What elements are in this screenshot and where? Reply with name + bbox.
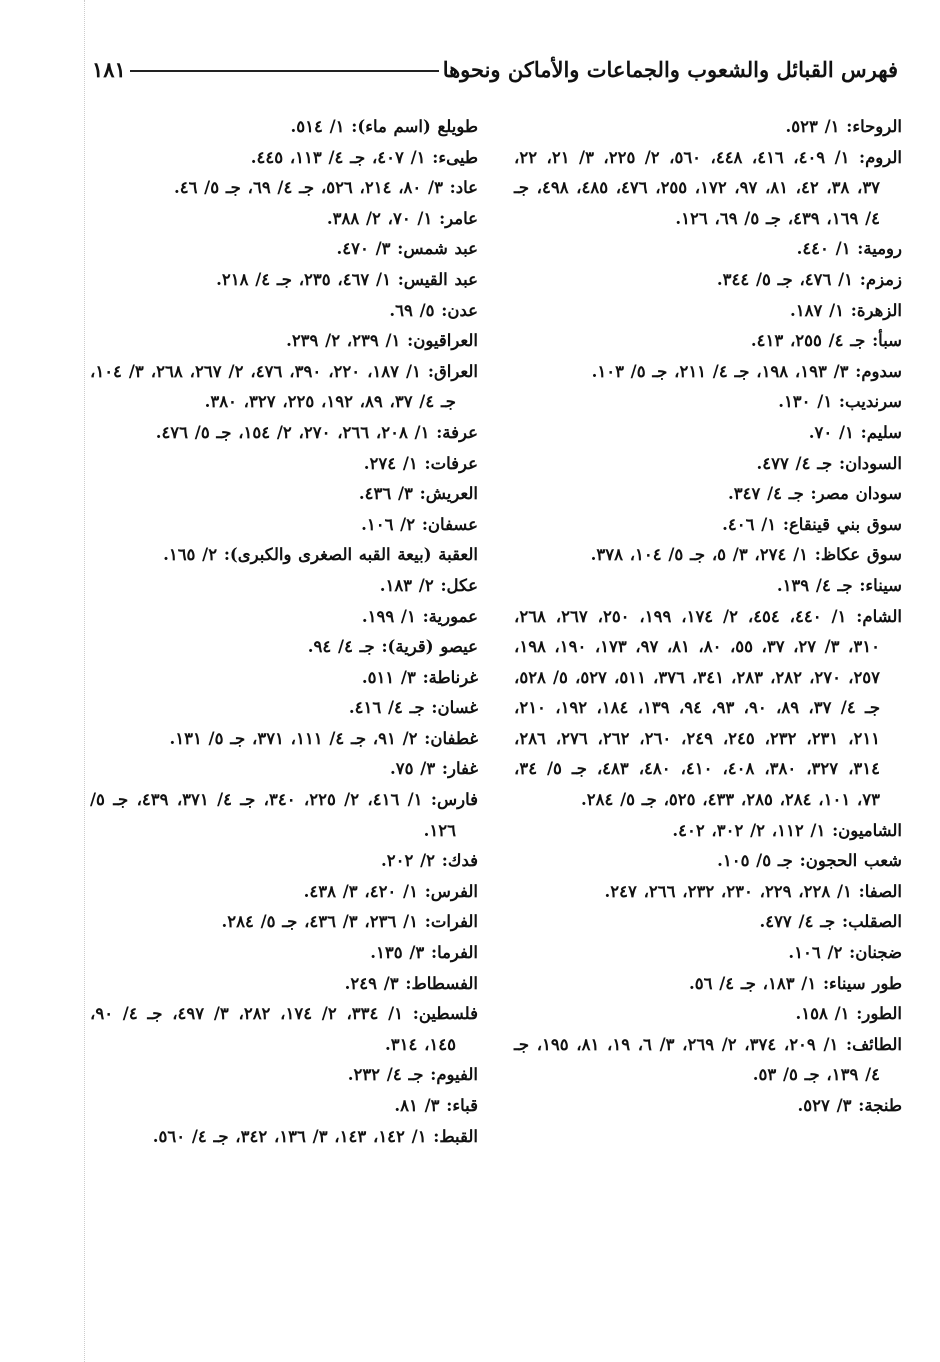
- index-entry: غفار: ٣/ ٧٥.: [390, 759, 478, 779]
- right-column: [514, 112, 902, 1122]
- index-entry: سرنديب: ١/ ١٣٠.: [778, 392, 902, 412]
- index-entry: الصفا: ١/ ٢٢٨، ٢٢٩، ٢٣٠، ٢٣٢، ٢٦٦، ٢٤٧.: [604, 881, 902, 901]
- index-entry: الفسطاط: ٣/ ٢٤٩.: [344, 973, 478, 993]
- header-rule: [130, 70, 439, 72]
- index-entry: طويلع (اسم ماء): ١/ ٥١٤.: [290, 117, 478, 136]
- index-entry: طور سيناء: ١/ ١٨٣، جـ ٤/ ٥٦.: [688, 973, 902, 993]
- index-entry: الفرما: ٣/ ١٣٥.: [370, 943, 478, 963]
- index-entry: زمزم: ١/ ٤٧٦، جـ ٥/ ٣٤٤.: [716, 269, 902, 289]
- index-entry: عيصو (قرية): جـ ٤/ ٩٤.: [307, 637, 478, 657]
- index-entry: الروم: ١/ ٤٠٩، ٤١٦، ٤٤٨، ٥٦٠، ٢/ ٢٢٥، ٣/ ٢١، ٢٢، ٣٧، ٣٨، ٤٢، ٨١، ٩٧، ١٧٢، ٢٥٥، ٤٧٦، ٤٨٥، ٤٩٨، جـ ٤/ ١٦٩، ٤٣٩، جـ ٥/ ٦٩، ١٢٦.: [514, 147, 902, 228]
- index-entry: العراق: ١/ ١٨٧، ٢٢٠، ٣٩٠، ٤٧٦، ٢/ ٢٦٧، ٢٦٨، ٣/ ١٠٤، جـ ٤/ ٣٧، ٨٩، ١٩٢، ٢٢٥، ٣٢٧، ٣٨٠.: [90, 361, 479, 412]
- index-entry: ضجنان: ٢/ ١٠٦.: [788, 943, 902, 963]
- index-entry: غسان: جـ ٤/ ٤١٦.: [348, 698, 478, 718]
- index-entry: عدن: ٥/ ٦٩.: [389, 300, 478, 320]
- index-entry: الفيوم: جـ ٤/ ٢٣٢.: [347, 1065, 478, 1085]
- index-entry: سليم: ١/ ٧٠.: [808, 422, 902, 442]
- index-entry: القبط: ١/ ١٤٢، ١٤٣، ٣/ ١٣٦، ٣٤٢، جـ ٤/ ٥٦٠.: [152, 1126, 478, 1146]
- index-entry: الطائف: ١/ ٢٠٩، ٣٧٤، ٢/ ٢٦٩، ٣/ ٦، ١٩، ٨١، ١٩٥، جـ ٤/ ١٣٩، جـ ٥/ ٥٣.: [514, 1034, 902, 1085]
- index-entry: العقبة (بيعة القبه الصغرى والكبرى): ٢/ ١٦٥.: [163, 545, 478, 565]
- index-entry: فدك: ٢/ ٢٠٢.: [381, 851, 478, 871]
- index-entry: سوق عكاظ: ١/ ٢٧٤، ٣/ ٥، جـ ٥/ ١٠٤، ٣٧٨.: [590, 545, 902, 565]
- index-entry: طيىء: ١/ ٤٠٧، جـ ٤/ ١١٣، ٤٤٥.: [250, 147, 478, 167]
- index-entry: عبد شمس: ٣/ ٤٧٠.: [336, 239, 478, 259]
- left-column: [90, 112, 478, 1152]
- index-entry: عمورية: ١/ ١٩٩.: [361, 606, 478, 626]
- index-entry: عسفان: ٢/ ١٠٦.: [361, 514, 478, 534]
- page-title: فهرس القبائل والشعوب والجماعات والأماكن ونحوها: [442, 56, 898, 82]
- index-entry: سيناء: جـ ٤/ ١٣٩.: [776, 575, 902, 595]
- index-entry: سبأ: جـ ٤/ ٢٥٥، ٤١٣.: [750, 331, 902, 351]
- index-entry: سدوم: ٣/ ١٩٣، ١٩٨، جـ ٤/ ٢١١، جـ ٥/ ١٠٣.: [591, 361, 902, 381]
- index-entry: سوق بني قينقاع: ١/ ٤٠٦.: [722, 514, 902, 534]
- index-entry: العريش: ٣/ ٤٣٦.: [358, 484, 478, 504]
- index-entry: الفرس: ١/ ٤٢٠، ٣/ ٤٣٨.: [303, 881, 478, 901]
- page-number: ١٨١: [92, 56, 126, 82]
- index-entry: الشام: ١/ ٤٤٠، ٤٥٤، ٢/ ١٧٤، ١٩٩، ٢٥٠، ٢٦٧، ٢٦٨، ٣١٠، ٣/ ٢٧، ٣٧، ٥٥، ٨٠، ٨١، ٩٧، ١٧٣، ١٩٠، ١٩٨، ٢٥٧، ٢٧٠، ٢٨٢، ٢٨٣، ٣٤١، ٣٧٦، ٥١١، ٥٢٧، ٥/ ٥٢٨، جـ ٤/ ٣٧، ٨٩، ٩٠، ٩٣، ٩٤، ١٣٩، ١٨٤، ١٩٢، ٢١٠، ٢١١، ٢٣١، ٢٣٢، ٢٤٥، ٢٤٩، ٢٦٠، ٢٦٢، ٢٧٦، ٢٨٦، ٣١٤، ٣٢٧، ٣٨٠، ٤٠٨، ٤١٠، ٤٨٠، ٤٨٣، جـ ٥/ ٣٤، ٧٣، ١٠١، ٢٨٤، ٢٨٥، ٤٣٣، ٥٢٥، جـ ٥/ ٢٨٤.: [514, 606, 902, 810]
- index-entry: فارس: ١/ ٤١٦، ٢/ ٢٢٥، ٣٤٠، جـ ٤/ ٣٧١، ٤٣٩، جـ ٥/ ١٢٦.: [90, 790, 478, 840]
- index-entry: عامر: ١/ ٧٠، ٢/ ٣٨٨.: [326, 208, 478, 228]
- index-entry: عكل: ٢/ ١٨٣.: [379, 575, 478, 595]
- index-entry: الطور: ١/ ١٥٨.: [795, 1004, 902, 1024]
- index-entry: عبد القيس: ١/ ٤٦٧، ٢٣٥، جـ ٤/ ٢١٨.: [216, 269, 478, 289]
- index-entry: عاد: ٣/ ٨٠، ٢١٤، ٥٢٦، جـ ٤/ ٦٩، جـ ٥/ ٤٦.: [173, 178, 478, 198]
- index-entry: قباء: ٣/ ٨١.: [394, 1096, 478, 1115]
- index-entry: رومية: ١/ ٤٤٠.: [796, 239, 902, 259]
- index-entry: الشاميون: ١/ ١١٢، ٢/ ٣٠٢، ٤٠٢.: [672, 820, 902, 840]
- index-entry: العراقيون: ١/ ٢٣٩، ٢/ ٢٣٩.: [286, 331, 478, 351]
- index-entry: الروحاء: ١/ ٥٢٣.: [785, 117, 902, 136]
- index-entry: الزهرة: ١/ ١٨٧.: [789, 300, 902, 320]
- index-entry: شعب الحجون: جـ ٥/ ١٠٥.: [717, 851, 902, 871]
- page-margin-mark: [84, 0, 85, 1362]
- index-entry: الصقلب: جـ ٤/ ٤٧٧.: [759, 912, 902, 932]
- index-entry: غرناطة: ٣/ ٥١١.: [361, 667, 478, 687]
- index-entry: السودان: جـ ٤/ ٤٧٧.: [756, 453, 902, 473]
- index-entry: طنجة: ٣/ ٥٢٧.: [797, 1096, 902, 1115]
- index-entry: الفرات: ١/ ٢٣٦، ٣/ ٤٣٦، جـ ٥/ ٢٨٤.: [221, 912, 478, 932]
- index-entry: عرفات: ١/ ٢٧٤.: [363, 453, 478, 473]
- page-header: [92, 52, 898, 86]
- index-entry: فلسطين: ١/ ٣٣٤، ٢/ ١٧٤، ٢٨٢، ٣/ ٤٩٧، جـ ٤/ ٩٠، ١٤٥، ٣١٤.: [90, 1004, 478, 1054]
- index-entry: عرفة: ١/ ٢٠٨، ٢٦٦، ٢٧٠، ٢/ ١٥٤، جـ ٥/ ٤٧٦.: [155, 422, 478, 442]
- index-entry: غطفان: ٢/ ٩١، جـ ٤/ ١١١، ٣٧١، جـ ٥/ ١٣١.: [169, 728, 478, 748]
- index-entry: سودان مصر: جـ ٤/ ٣٤٧.: [727, 484, 902, 504]
